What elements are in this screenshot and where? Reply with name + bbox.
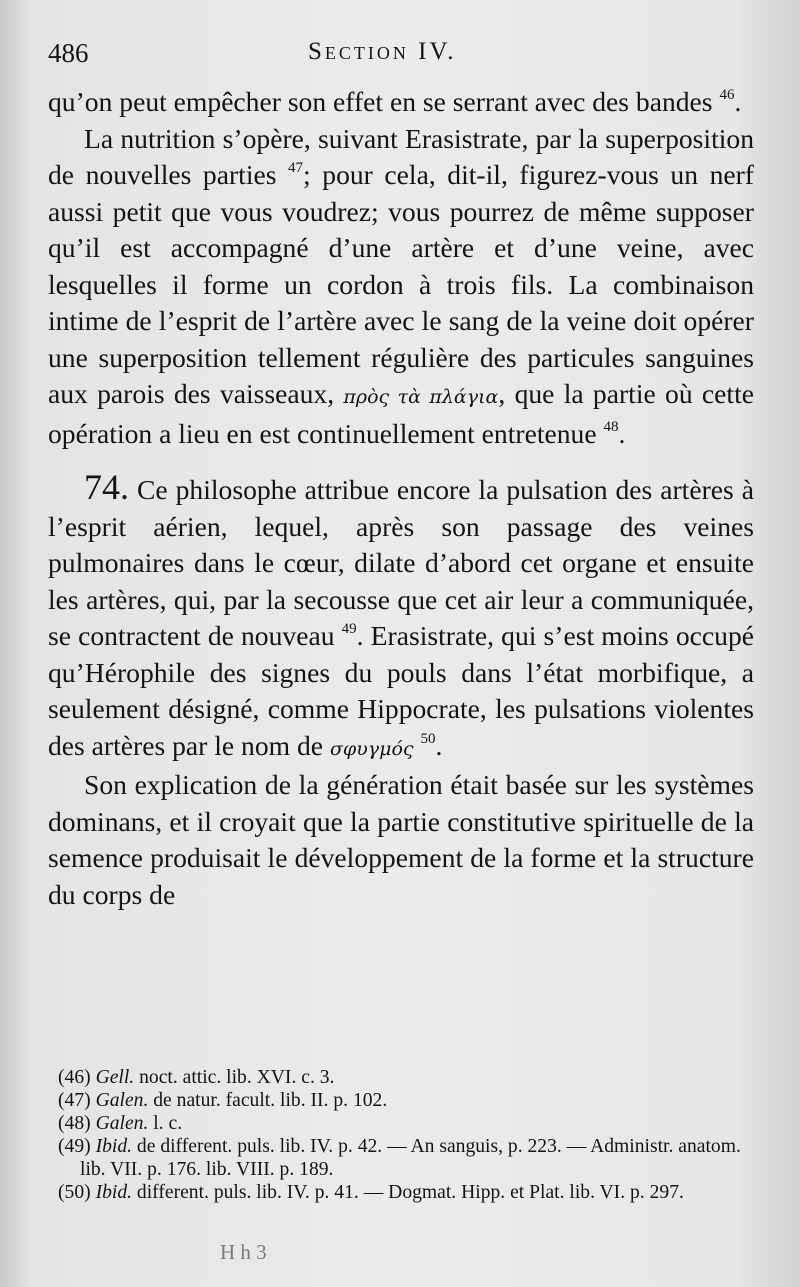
footnote-ref-48: 48 [603, 418, 619, 435]
footnote-number: (49) [58, 1136, 91, 1157]
footnote-author: Galen. [95, 1090, 149, 1111]
text-run: La nutrition s’opère, suivant Erasistrate, par la superposition de nouvelles parties [48, 122, 754, 190]
footnote-number: (47) [58, 1090, 91, 1111]
text-run: . Erasistrate, qui s’est moins occupé qu’Hérophile des signes du pouls dans l’état morbifique, a seulement désigné, comme Hippocrate, les pulsations violentes des artères par le nom de [48, 620, 754, 761]
paragraph-4 [48, 767, 754, 913]
text-run: Ce philosophe attribue encore la pulsation des artères à l’esprit aérien, lequel, après son passage des veines pulmonaires dans le cœur, dilate d’abord cet organe et ensuite les artères, qui, par la secousse que cet air leur a communiquée, se contractent de nouveau [48, 474, 754, 651]
running-head: Section IV. [308, 38, 457, 65]
footnote-author: Gell. [95, 1067, 135, 1088]
greek-word: σφυγμός [329, 737, 414, 760]
page-header [48, 38, 748, 78]
footnote-text: noct. attic. lib. XVI. c. 3. [134, 1067, 335, 1088]
footnote-47 [58, 1089, 766, 1112]
text-run: Son explication de la génération était basée sur les systèmes dominans, et il croyait que la partie constitutive spirituelle de la semence produisait le développement de la forme et la structure du corps de [48, 769, 754, 910]
page-number: 486 [48, 38, 89, 68]
footnote-ref-46: 46 [719, 87, 735, 103]
footnote-49 [58, 1135, 766, 1181]
footnote-48 [58, 1112, 766, 1135]
paragraph-3 [48, 467, 754, 767]
footnote-text: de natur. facult. lib. II. p. 102. [148, 1090, 388, 1111]
paragraph-2 [48, 121, 754, 453]
section-number: 74. [84, 467, 129, 507]
text-run: . [618, 417, 626, 449]
paragraph-1 [48, 84, 754, 121]
footnote-number: (46) [58, 1067, 91, 1088]
footnote-author: Galen. [95, 1113, 149, 1134]
text-run: ; pour cela, dit-il, figurez-vous un nerf aussi petit que vous voudrez; vous pourrez de même supposer qu’il est accompagné d’une artère et d’une veine, avec lesquelles il forme un cordon à trois fils. La combinaison intime de l’esprit de l’artère avec le sang de la veine doit opérer une superposition tellement régulière des particules sanguines aux parois des vaisseaux, [48, 159, 754, 409]
footnote-text: l. c. [148, 1113, 183, 1134]
footnote-ref-49: 49 [341, 621, 357, 637]
footnotes [58, 1066, 766, 1204]
footnote-author: Ibid. [95, 1136, 133, 1157]
text-run: . [435, 729, 443, 761]
greek-phrase: πρὸς τὰ πλάγια [343, 386, 499, 408]
footnote-author: Ibid. [95, 1182, 133, 1203]
text-run: qu’on peut empêcher son effet en se serrant avec des bandes [48, 86, 720, 117]
footnote-number: (48) [58, 1113, 91, 1134]
footnote-text: different. puls. lib. IV. p. 41. — Dogmat. Hipp. et Plat. lib. VI. p. 297. [132, 1182, 684, 1203]
text-run: , que la partie où cette opération a lieu en est continuellement entretenue [48, 378, 754, 449]
footnote-text: de different. puls. lib. IV. p. 42. — An sanguis, p. 223. — Administr. anatom. lib. VII. p. 176. lib. VIII. p. 189. [80, 1136, 741, 1180]
signature-mark: H h 3 [220, 1240, 267, 1264]
footnote-50 [58, 1181, 766, 1204]
footnote-46 [58, 1066, 766, 1089]
text-run: . [734, 86, 742, 117]
footnote-number: (50) [58, 1182, 91, 1203]
footnote-ref-47: 47 [288, 160, 304, 176]
footnote-ref-50: 50 [420, 730, 436, 747]
body-text [48, 84, 754, 913]
